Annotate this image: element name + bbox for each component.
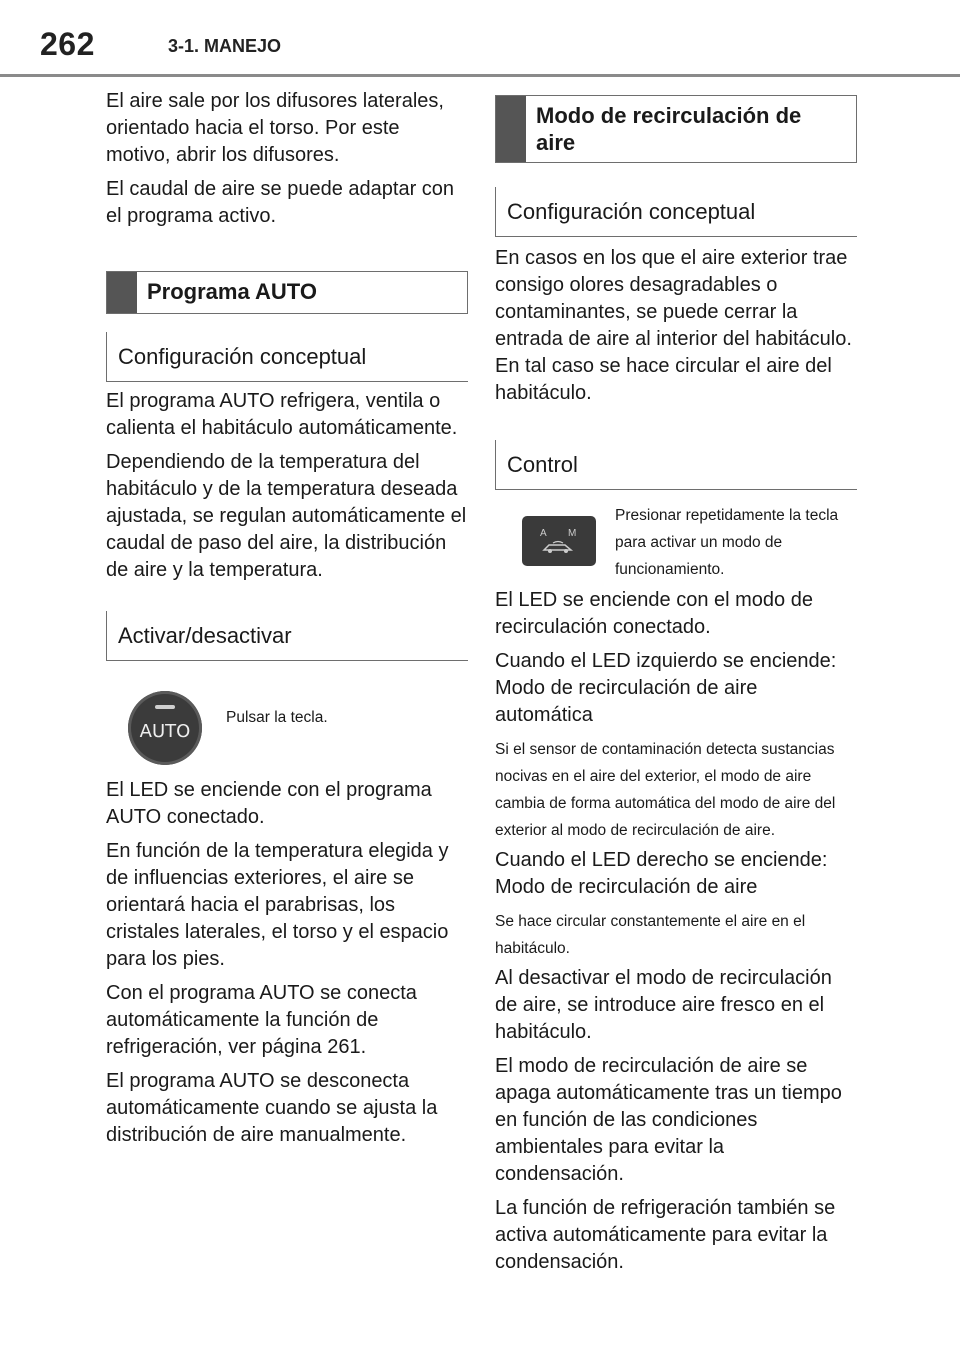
paragraph: En función de la temperatura elegida y de influencias exteriores, el aire se orientará hacia el parabrisas, los cristales laterales, el torso y el espacio para los pies.: [106, 840, 449, 970]
button-caption: Pulsar la tecla.: [226, 709, 328, 726]
subheading: Configuración conceptual: [495, 187, 857, 237]
paragraph: El programa AUTO se desconecta automáticamente cuando se ajusta la distribución de aire manualmente.: [106, 1070, 438, 1146]
manual-mode-label: M: [568, 528, 577, 539]
right-column: [495, 95, 857, 1283]
auto-mode-label: A: [540, 528, 547, 539]
section-heading: Programa AUTO: [147, 279, 317, 304]
paragraph: El programa AUTO refrigera, ventila o calienta el habitáculo automáticamente.: [106, 390, 458, 439]
paragraph: El LED se enciende con el modo de recirculación conectado.: [495, 589, 813, 638]
header-divider: [0, 74, 960, 77]
left-column: [106, 88, 468, 1156]
paragraph: Al desactivar el modo de recirculación de aire, se introduce aire fresco en el habitáculo.: [495, 967, 832, 1043]
button-instruction: [106, 691, 468, 765]
note-paragraph: Si el sensor de contaminación detecta sustancias nocivas en el aire del exterior, el modo de aire cambia de forma automática del modo de aire del exterior al modo de recirculación de aire.: [495, 741, 836, 839]
section-heading: Modo de recirculación de aire: [536, 103, 802, 155]
page-number: 262: [40, 26, 95, 62]
paragraph: El LED se enciende con el programa AUTO conectado.: [106, 779, 432, 828]
heading-bar: [107, 272, 137, 313]
section-heading-box: [495, 95, 857, 163]
paragraph: El caudal de aire se puede adaptar con el programa activo.: [106, 178, 455, 227]
subheading: Activar/desactivar: [106, 611, 468, 661]
page-header: [0, 0, 960, 80]
paragraph: El aire sale por los difusores laterales, orientado hacia el torso. Por este motivo, abrir los difusores.: [106, 90, 444, 166]
section-heading-box: [106, 271, 468, 314]
button-instruction: [495, 502, 857, 583]
recirculation-button-icon: [522, 516, 596, 566]
paragraph: Dependiendo de la temperatura del habitáculo y de la temperatura deseada ajustada, se regulan automáticamente el caudal de paso del aire, la distribución de aire y la temperatura.: [106, 451, 467, 581]
button-caption: Presionar repetidamente la tecla para activar un modo de funcionamiento.: [615, 507, 839, 578]
note-paragraph: Se hace circular constantemente el aire en el habitáculo.: [495, 913, 806, 957]
car-recirculation-icon: [541, 540, 577, 554]
paragraph: En casos en los que el aire exterior trae consigo olores desagradables o contaminantes, se puede cerrar la entrada de aire al interior del habitáculo. En tal caso se hace circular el aire del habitáculo.: [495, 247, 852, 404]
auto-button-icon: [128, 691, 202, 765]
paragraph: El modo de recirculación de aire se apaga automáticamente tras un tiempo en función de las condiciones ambientales para evitar la condensación.: [495, 1055, 842, 1185]
paragraph: La función de refrigeración también se activa automáticamente para evitar la condensación.: [495, 1197, 836, 1273]
section-title: 3-1. MANEJO: [168, 36, 282, 56]
subheading: Control: [495, 440, 857, 490]
auto-button-label: AUTO: [139, 721, 191, 742]
paragraph: Cuando el LED derecho se enciende: Modo de recirculación de aire: [495, 849, 828, 898]
paragraph: Con el programa AUTO se conecta automáticamente la función de refrigeración, ver página 261.: [106, 982, 417, 1058]
paragraph: Cuando el LED izquierdo se enciende: Modo de recirculación de aire automática: [495, 650, 837, 726]
led-indicator: [155, 705, 175, 709]
heading-bar: [496, 96, 526, 162]
subheading: Configuración conceptual: [106, 332, 468, 382]
